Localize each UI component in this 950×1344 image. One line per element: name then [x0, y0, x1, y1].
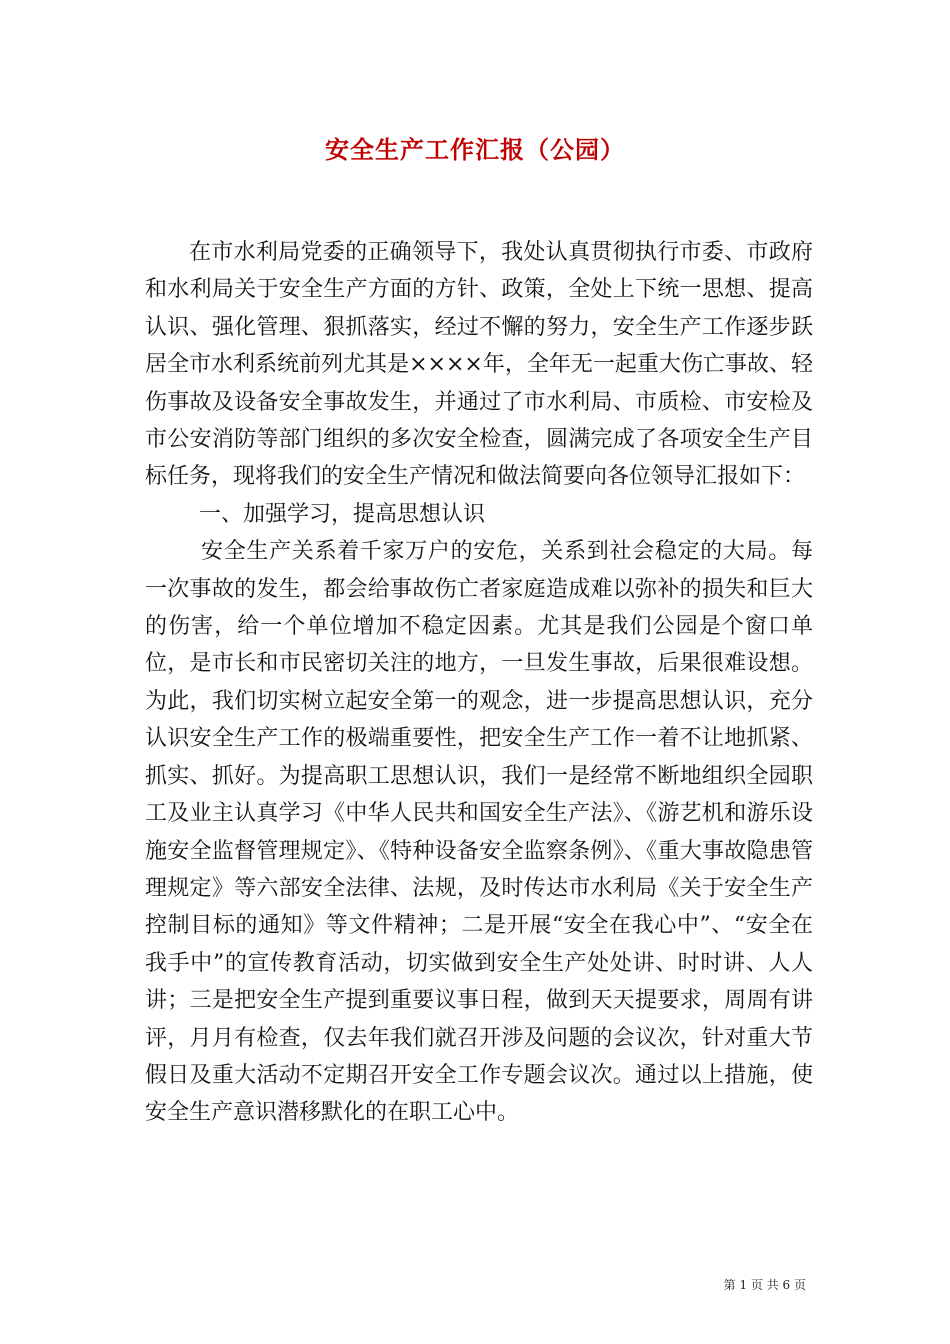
section-paragraph: 安全生产关系着千家万户的安危，关系到社会稳定的大局。每一次事故的发生，都会给事故伤亡者家庭造成难以弥补的损失和巨大的伤害，给一个单位增加不稳定因素。尤其是我们公园是个窗口单位，是市长和市民密切关注的地方，一旦发生事故，后果很难设想。为此，我们切实树立起安全第一的观念，进一步提高思想认识，充分认识安全生产工作的极端重要性，把安全生产工作一着不让地抓紧、抓实、抓好。为提高职工思想认识，我们一是经常不断地组织全园职工及业主认真学习《中华人民共和国安全生产法》、《游艺机和游乐设施安全监督管理规定》、《特种设备安全监察条例》、《重大事故隐患管理规定》等六部安全法律、法规，及时传达市水利局《关于安全生产控制目标的通知》等文件精神；二是开展“安全在我心中”、“安全在我手中”的宣传教育活动，切实做到安全生产处处讲、时时讲、人人讲；三是把安全生产提到重要议事日程，做到天天提要求，周周有讲评，月月有检查，仅去年我们就召开涉及问题的会议次，针对重大节假日及重大活动不定期召开安全工作专题会议次。通过以上措施，使安全生产意识潜移默化的在职工心中。: [145, 539, 813, 1126]
page-number: 第 1 页 共 6 页: [723, 1278, 806, 1292]
section-heading: 一、加强学习，提高思想认识: [199, 501, 486, 527]
document-body: [145, 234, 813, 1132]
document-title: 安全生产工作汇报（公园）: [325, 135, 625, 164]
intro-paragraph: 在市水利局党委的正确领导下，我处认真贯彻执行市委、市政府和水利局关于安全生产方面的方针、政策，全处上下统一思想、提高认识、强化管理、狠抓落实，经过不懈的努力，安全生产工作逐步跃居全市水利系统前列尤其是××××年，全年无一起重大伤亡事故、轻伤事故及设备安全事故发生，并通过了市水利局、市质检、市安检及市公安消防等部门组织的多次安全检查，圆满完成了各项安全生产目标任务，现将我们的安全生产情况和做法简要向各位领导汇报如下：: [145, 240, 813, 490]
